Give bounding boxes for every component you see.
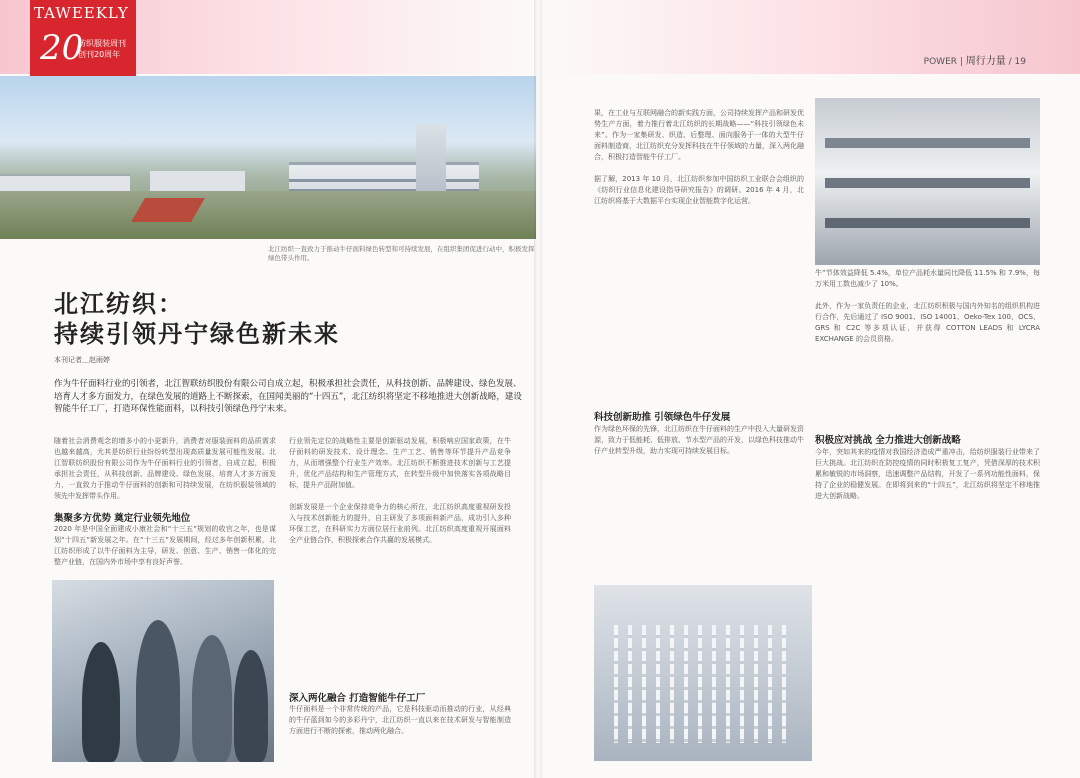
section-2-text: 牛仔面料是一个非常传统的产品，它是科技驱动而推动的行业，从经典的牛仔蓝到如今的多彩丹宁，北江纺织一直以来在技术研发与智能制造方面进行不断的探索，推动两化融合。 xyxy=(289,705,511,735)
factory-aerial-photo xyxy=(0,76,536,239)
byline: 本刊记者＿赵雨婷 xyxy=(54,356,110,364)
intro-paragraph: 随着社会消费观念的增多小的小更新升，消费者对服装面料的品质需求也越来越高，尤其是纺织行业纷纷转型出现高质量发展可能性发展。北江智联纺织股份有限公司作为牛仔面料行业的引领者，自成立起，积极承担社会责任，从科技创新、品牌建设、绿色发展、培育人才多方面发力，一直致力于推动牛仔面料的创新和可持续发展，在纺织服装领域的领先中发挥带头作用。 xyxy=(54,437,276,500)
column-2-text-a: 行业领先定位的战略性主要是创新驱动发展，积极响应国家政策，在牛仔面料的研发技术、设计理念、生产工艺、销售等环节提升产品竞争力，从而增强整个行业生产效率。北江纺织不断推进技术创新与工艺提升，优化产品结构和生产管理方式，在转型升级中加快落实各项战略目标，提升产品附加值。 创新发展是一个企业保持竞争力的核心所在，北江纺织高度重视研发投入与技术创新能力的提升，自主研发了多项面料新产品，成功引入多种环保工艺，在科研实力方面位居行业前列。北江纺织高度重视开展面料全产业链合作，积极探索合作共赢的发展模式。 xyxy=(289,437,511,544)
right-column-2-text-a: 牛”节体效益降低 5.4%，单位产品耗水量同比降低 11.5% 和 7.9%，每万米用工数也减少了 10%。 此外，作为一家负责任的企业，北江纺织积极与国内外知名的组织机构进行合作，先后通过了 ISO 9001、ISO 14001、Oeko-Tex 100、OCS、GRS 和 C2C 等多项认证，并获得 COTTON LEADS 和 LYCRA EXCHANGE 的会员资格。 xyxy=(815,269,1040,343)
right-page xyxy=(538,0,1080,778)
factory-machine-photo xyxy=(815,98,1040,265)
brand-name: TAWEEKLY xyxy=(34,4,129,22)
lead-paragraph: 作为牛仔面料行业的引领者，北江智联纺织股份有限公司自成立起，积极承担社会责任，从科技创新、品牌建设、绿色发展、培育人才多方面发力，在绿色发展的道路上不断探索，在国闻美丽的“十四五”，北江纺织将坚定不移地推进大创新战略，建设智能牛仔工厂，打造环保性能面料，以科技引领绿色丹宁未来。 xyxy=(54,379,522,414)
section-heading-4: 积极应对挑战 全力推进大创新战略 xyxy=(815,435,961,446)
section-4-text: 今年，突如其来的疫情对我国经济造成严重冲击，给纺织服装行业带来了巨大挑战。北江纺织在防控疫情的同时积极复工复产，凭借深厚的技术积累和敏锐的市场洞察，迅速调整产品结构，开发了一系列功能性面料，保持了企业的稳健发展。在即将到来的“十四五”，北江纺织将坚定不移地推进大创新战略。 xyxy=(815,448,1040,500)
anniversary-number: 20 xyxy=(40,28,84,68)
section-3-text: 作为绿色环保的先锋，北江纺织在牛仔面料的生产中投入大量研发资源，致力于低能耗、低排放、节水型产品的开发，以绿色科技推动牛仔产业转型升级，助力实现可持续发展目标。 xyxy=(594,425,804,455)
people-photo xyxy=(52,580,274,762)
anniversary-text: 纺织服装周刊 创刊20周年 xyxy=(78,39,126,59)
section-heading-1: 集聚多方优势 奠定行业领先地位 xyxy=(54,513,191,524)
section-1-text: 2020 年是中国全面建成小康社会和“十三五”规划的收官之年，也是谋划“十四五”新发展之年。在“十三五”发展期间，经过多年创新积累，北江纺织形成了以牛仔面料为主导，研发、创意、生产、销售一体化的完整产业链，在国内外市场中享有良好声誉。 xyxy=(54,525,276,566)
running-header: POWER | 周行力量 / 19 xyxy=(923,56,1026,67)
left-page xyxy=(0,0,538,778)
building-mid xyxy=(150,171,245,193)
ground xyxy=(0,191,536,239)
right-column-1-text-a: 果，在工业与互联网融合的新实践方面，公司持续发挥产品和研发优势生产方面，着力推行着北江纺织的长期战略——“科技引领绿色未来”。作为一家集研发、织造、后整理、面向服务于一体的大型牛仔面料制造商，北江纺织充分发挥科技在牛仔领域的力量，深入两化融合，积极打造智能牛仔工厂。 据了解，2013 年 10 月，北江纺织参加中国纺织工业联合会组织的《纺织行业信息化建设指导研究报告》的调研。2016 年 4 月，北江纺织将基于大数据平台实现企业智能数字化运营。 xyxy=(594,109,804,205)
section-heading-2: 深入两化融合 打造智能牛仔工厂 xyxy=(289,693,426,704)
section-heading-3: 科技创新助推 引领绿色牛仔发展 xyxy=(594,412,731,423)
headline-line2: 持续引领丹宁绿色新未来 xyxy=(54,319,340,348)
photo-caption: 北江纺织一直致力于推动牛仔面料绿色转型和可持续发展，在组织集团促进行动中，积极发挥绿色带头作用。 xyxy=(268,245,535,262)
headline-line1: 北江纺织： xyxy=(54,289,184,318)
spine-gutter xyxy=(534,0,542,778)
yarn-spools-photo xyxy=(594,585,812,761)
